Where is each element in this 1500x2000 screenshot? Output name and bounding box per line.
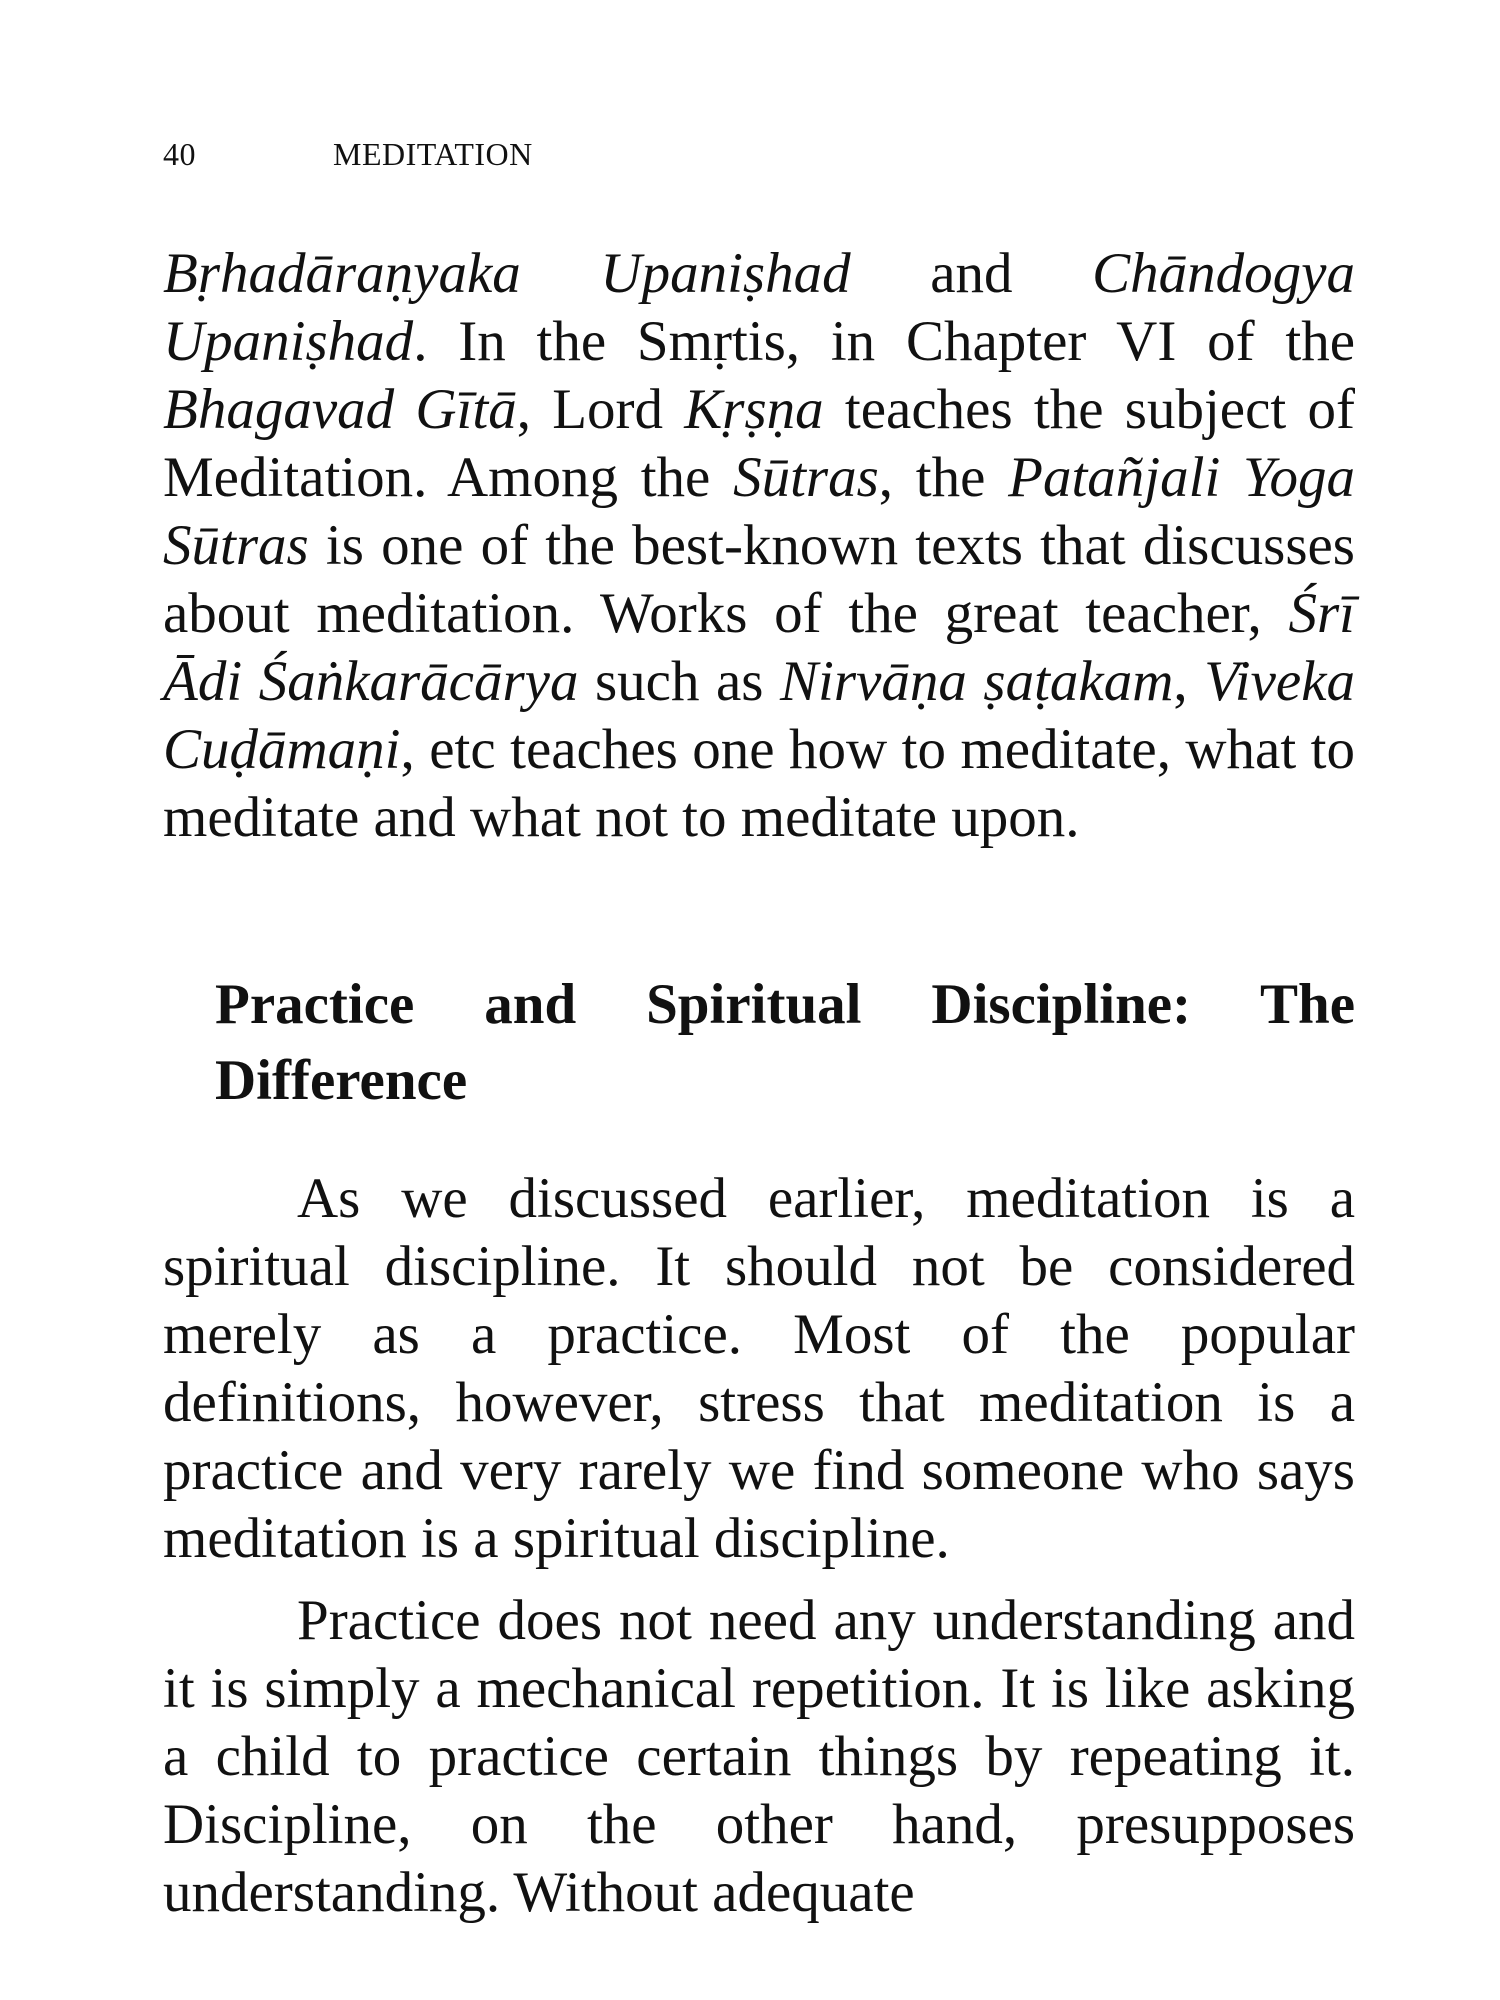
sanskrit-term: Viveka Cuḍāmaṇi <box>163 650 1356 781</box>
text-run: teaches the subject of Meditation. Among the <box>163 378 1355 509</box>
paragraph-2: As we discussed earlier, meditation is a spiritual discipline. It should not be considered merely as a practice. Most of the popular definitions, however, stress that meditation is a practice and very rarely we find someone who says meditation is a spiritual discipline. <box>163 1167 1355 1570</box>
running-head-title: MEDITATION <box>333 136 533 172</box>
page-number: 40 <box>163 136 196 172</box>
text-run: such as <box>578 650 781 713</box>
text-run: , <box>1173 650 1205 713</box>
text-run: , the <box>878 446 1009 509</box>
sanskrit-term: Śrī Ādi Śaṅkarācārya <box>163 582 1355 713</box>
text-run: , Lord <box>516 378 685 441</box>
text-run: and <box>850 242 1093 305</box>
paragraph-1 <box>163 240 1355 852</box>
sanskrit-term: Nirvāṇa ṣaṭakam <box>780 650 1174 713</box>
sanskrit-term: Kṛṣṇa <box>684 378 824 441</box>
sanskrit-term: Bṛhadāraṇyaka Upaniṣhad <box>163 242 851 305</box>
sanskrit-term: Chāndogya Upaniṣhad <box>163 242 1355 373</box>
section-heading: Practice and Spiritual Discipline: The Difference <box>215 973 1355 1112</box>
sanskrit-term: Bhagavad Gītā <box>163 378 517 441</box>
text-run: is one of the best-known texts that discusses about meditation. Works of the great teacher, <box>163 514 1355 645</box>
sanskrit-term: Sūtras <box>733 446 879 509</box>
paragraph-3: Practice does not need any understanding and it is simply a mechanical repetition. It is like asking a child to practice certain things by repeating it. Discipline, on the other hand, presupposes understanding. Without adequate <box>163 1589 1355 1924</box>
running-head <box>163 136 533 173</box>
text-run: , etc teaches one how to meditate, what to meditate and what not to meditate upon. <box>163 718 1355 849</box>
sanskrit-term: Patañjali Yoga Sūtras <box>163 446 1355 577</box>
text-run: . In the Smṛtis, in Chapter VI of the <box>413 310 1355 373</box>
